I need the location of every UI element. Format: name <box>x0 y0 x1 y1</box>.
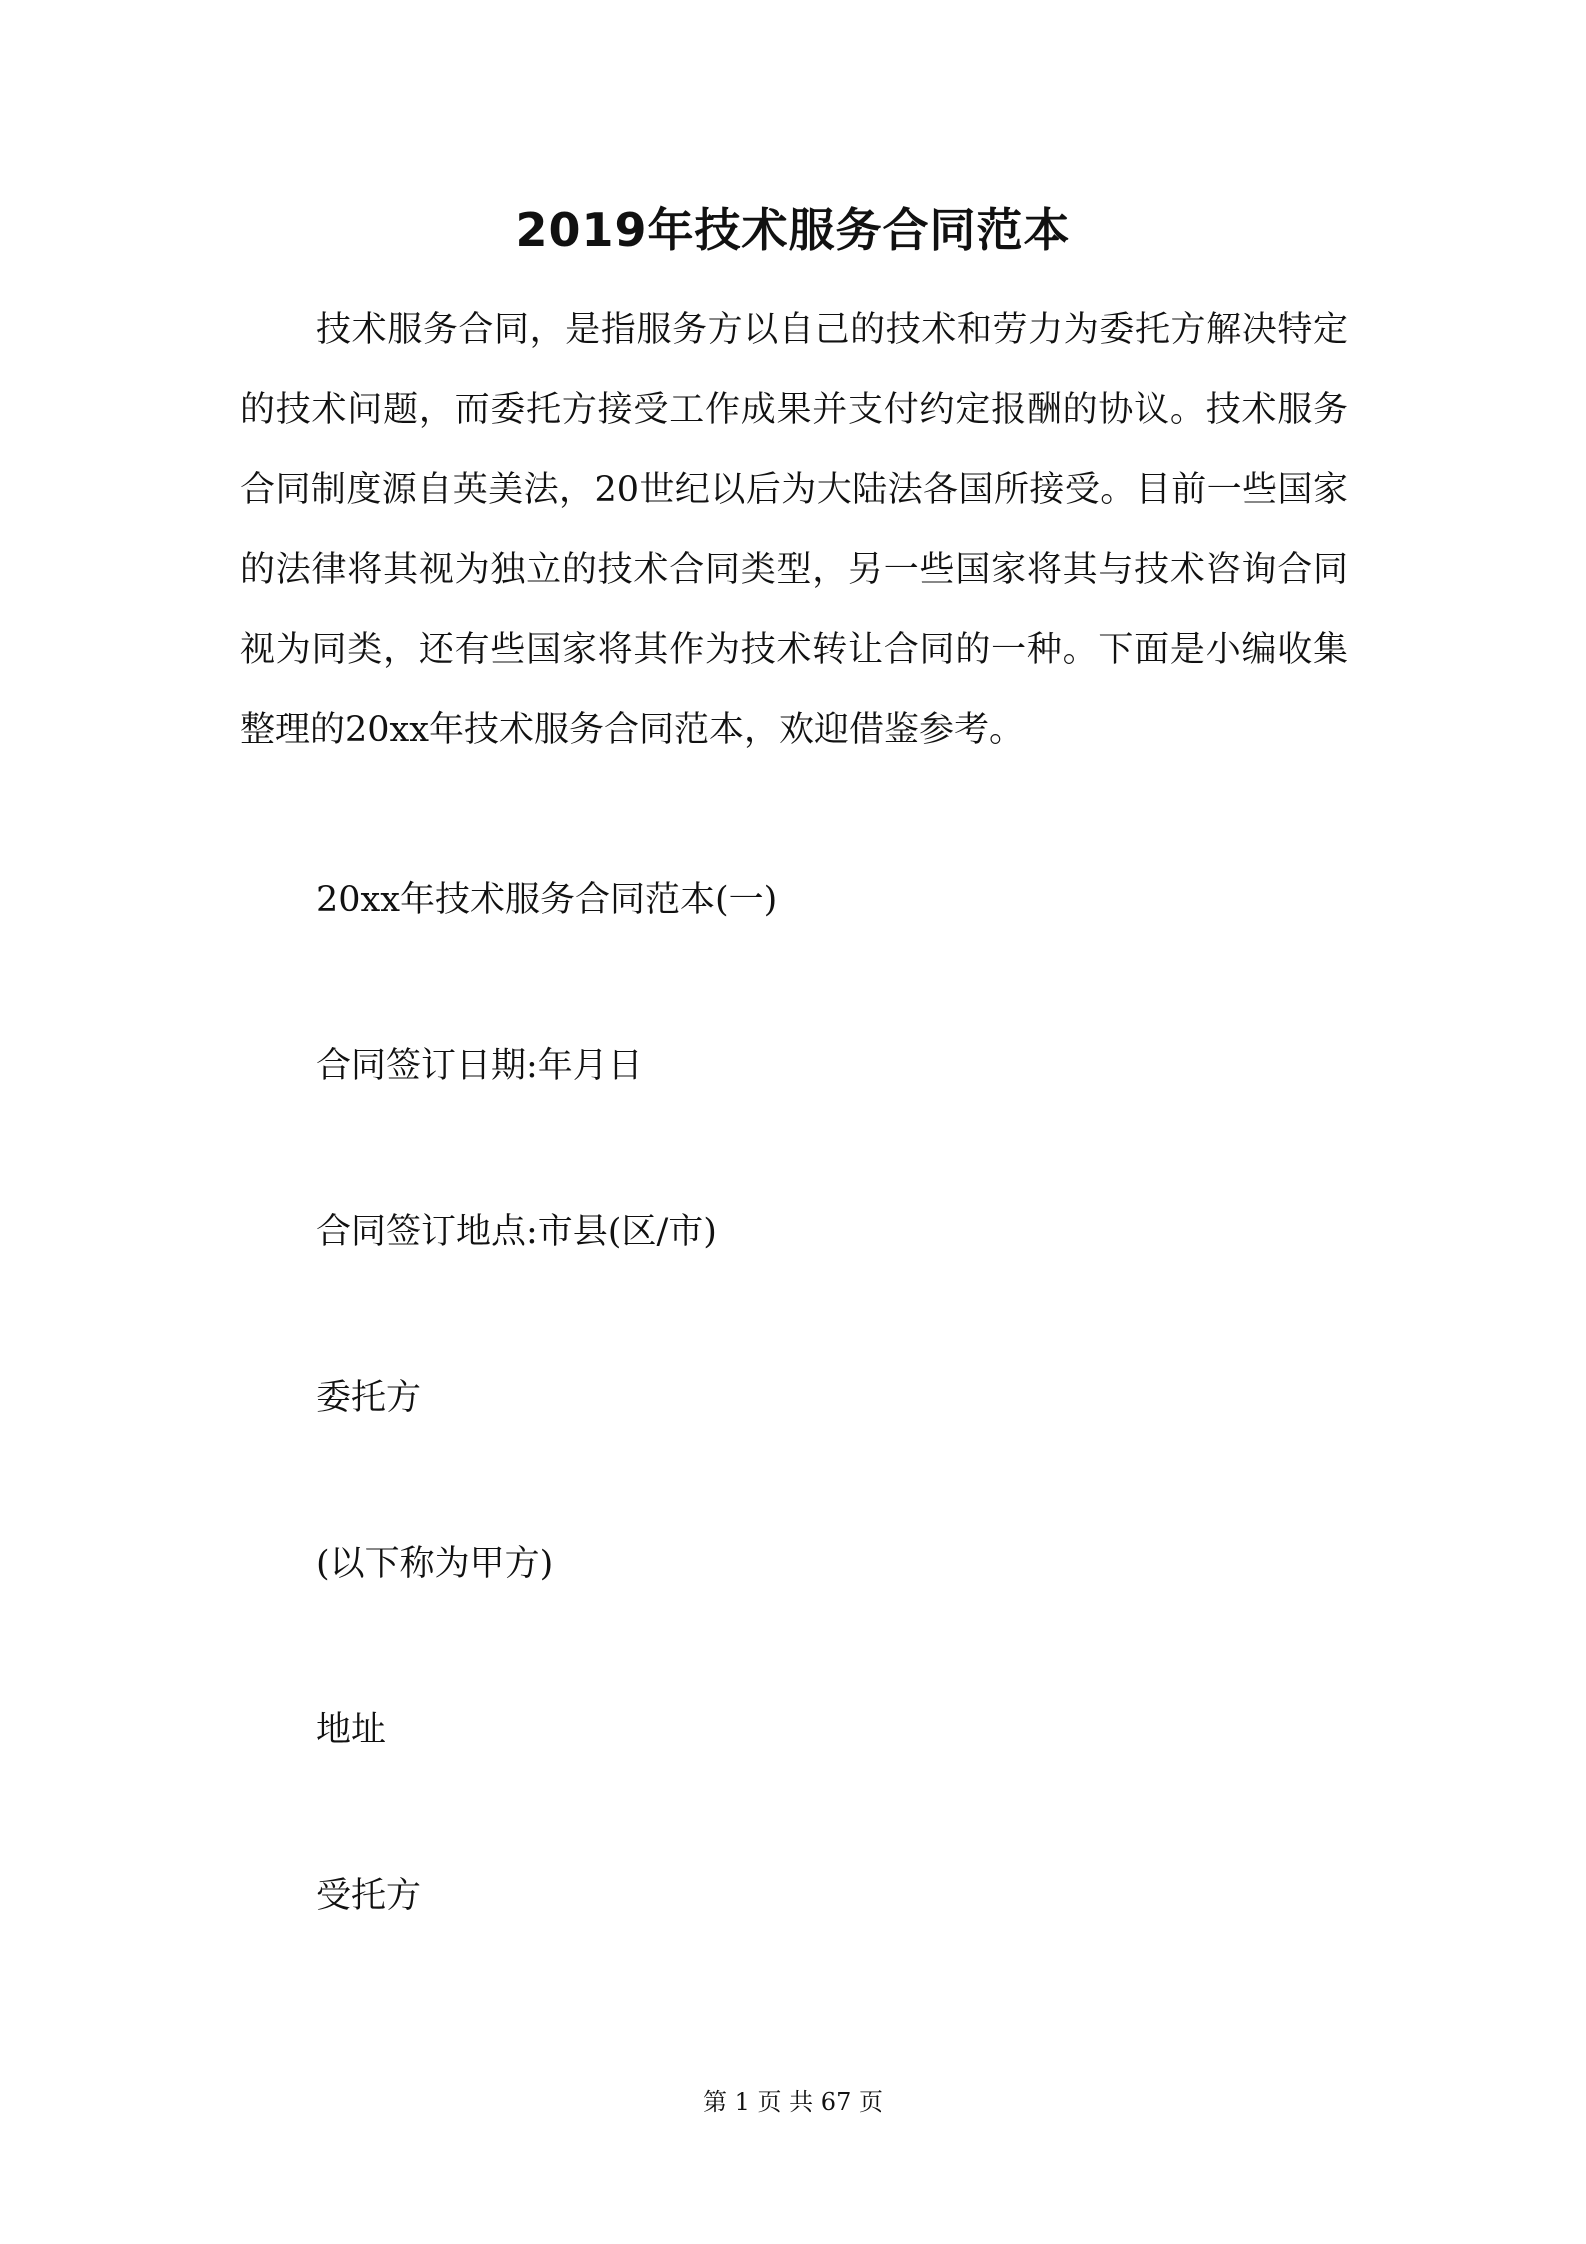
client-label: 委托方 <box>316 1378 422 1418</box>
intro-paragraph: 技术服务合同，是指服务方以自己的技术和劳力为委托方解决特定的技术问题，而委托方接受工作成果并支付约定报酬的协议。技术服务合同制度源自英美法，20世纪以后为大陆法各国所接受。目前一些国家的法律将其视为独立的技术合同类型，另一些国家将其与技术咨询合同视为同类，还有些国家将其作为技术转让合同的一种。下面是小编收集整理的20xx年技术服务合同范本，欢迎借鉴参考。 <box>240 310 1348 750</box>
document-title: 2019年技术服务合同范本 <box>515 203 1071 257</box>
signing-place-line: 合同签订地点:市县(区/市) <box>316 1212 717 1252</box>
page-number-footer: 第 1 页 共 67 页 <box>703 2088 883 2116</box>
party-a-note: (以下称为甲方) <box>316 1544 554 1584</box>
contractor-label: 受托方 <box>316 1876 422 1916</box>
address-label: 地址 <box>316 1710 387 1750</box>
signing-date-line: 合同签订日期:年月日 <box>316 1046 643 1086</box>
section-heading: 20xx年技术服务合同范本(一) <box>316 880 778 920</box>
